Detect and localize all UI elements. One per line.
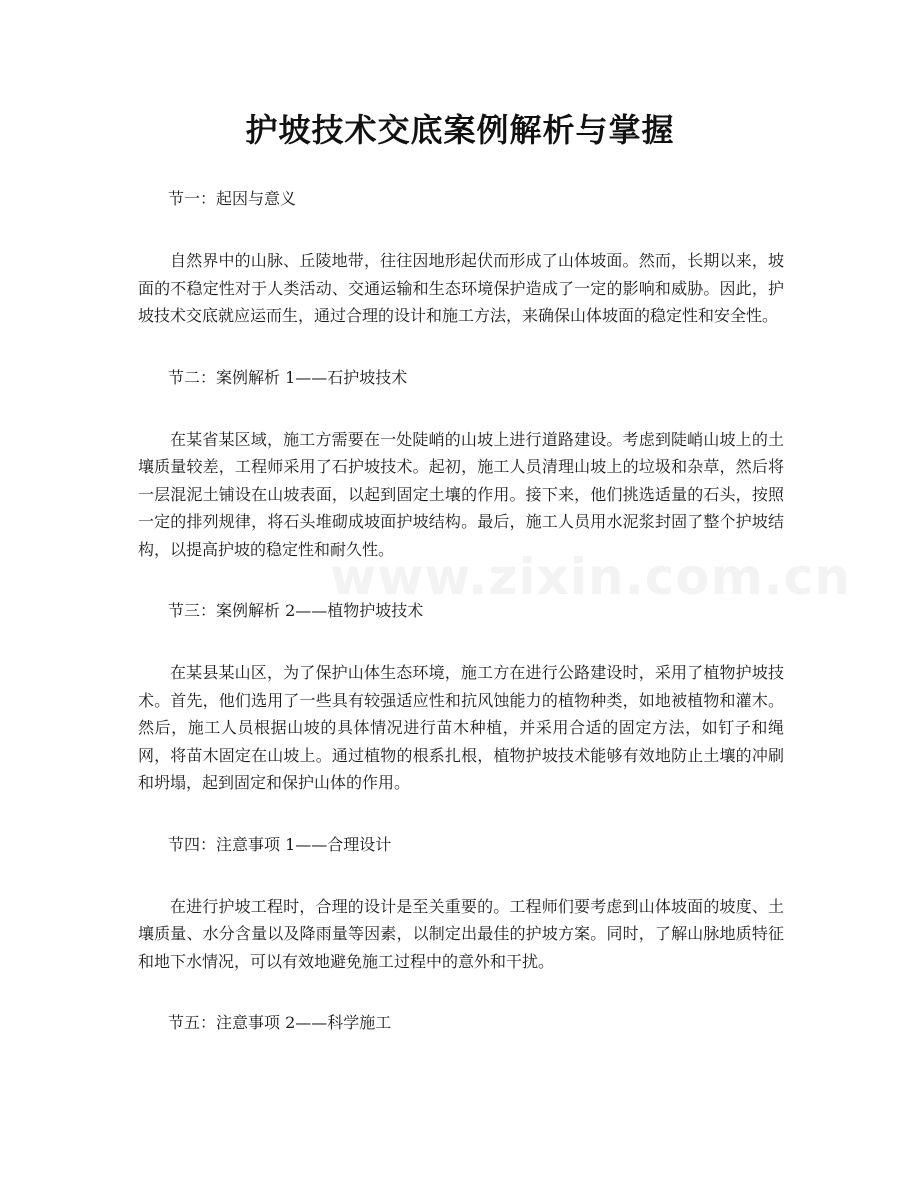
section-heading: 节四：注意事项 1——合理设计 [168,834,392,854]
section-5 [138,1001,784,1045]
section-paragraph: 在某县某山区，为了保护山体生态环境，施工方在进行公路建设时，采用了植物护坡技术。首先，他们选用了一些具有较强适应性和抗风蚀能力的植物种类，如地被植物和灌木。然后，施工人员根据山坡的具体情况进行苗木种植，并采用合适的固定方法，如钉子和绳网，将苗木固定在山坡上。通过植物的根系扎根，植物护坡技术能够有效地防止土壤的冲刷和坍塌，起到固定和保护山体的作用。 [138,663,784,792]
section-1 [138,177,784,330]
section-heading: 节一：起因与意义 [168,189,297,208]
section-heading: 节五：注意事项 2——科学施工 [168,1013,392,1032]
section-3 [138,589,784,797]
document-title: 护坡技术交底案例解析与掌握 [245,111,675,149]
section-2 [138,356,784,564]
section-paragraph: 在进行护坡工程时，合理的设计是至关重要的。工程师们要考虑到山体坡面的坡度、土壤质量、水分含量以及降雨量等因素，以制定出最佳的护坡方案。同时，了解山脉地质特征和地下水情况，可以有效地避免施工过程中的意外和干扰。 [138,896,784,971]
section-4 [138,823,784,976]
section-paragraph: 自然界中的山脉、丘陵地带，往往因地形起伏而形成了山体坡面。然而，长期以来，坡面的不稳定性对于人类活动、交通运输和生态环境保护造成了一定的影响和威胁。因此，护坡技术交底就应运而生，通过合理的设计和施工方法，来确保山体坡面的稳定性和安全性。 [138,251,784,325]
document-body [138,177,851,1071]
section-heading: 节三：案例解析 2——植物护坡技术 [168,601,424,620]
watermark: www.zixin.com.cn [330,548,851,606]
section-paragraph: 在某省某区域，施工方需要在一处陡峭的山坡上进行道路建设。考虑到陡峭山坡上的土壤质量较差，工程师采用了石护坡技术。起初，施工人员清理山坡上的垃圾和杂草，然后将一层混泥土铺设在山坡表面，以起到固定土壤的作用。接下来，他们挑选适量的石头，按照一定的排列规律，将石头堆砌成坡面护坡结构。最后，施工人员用水泥浆封固了整个护坡结构，以提高护坡的稳定性和耐久性。 [138,429,784,559]
section-heading: 节二：案例解析 1——石护坡技术 [168,367,408,387]
